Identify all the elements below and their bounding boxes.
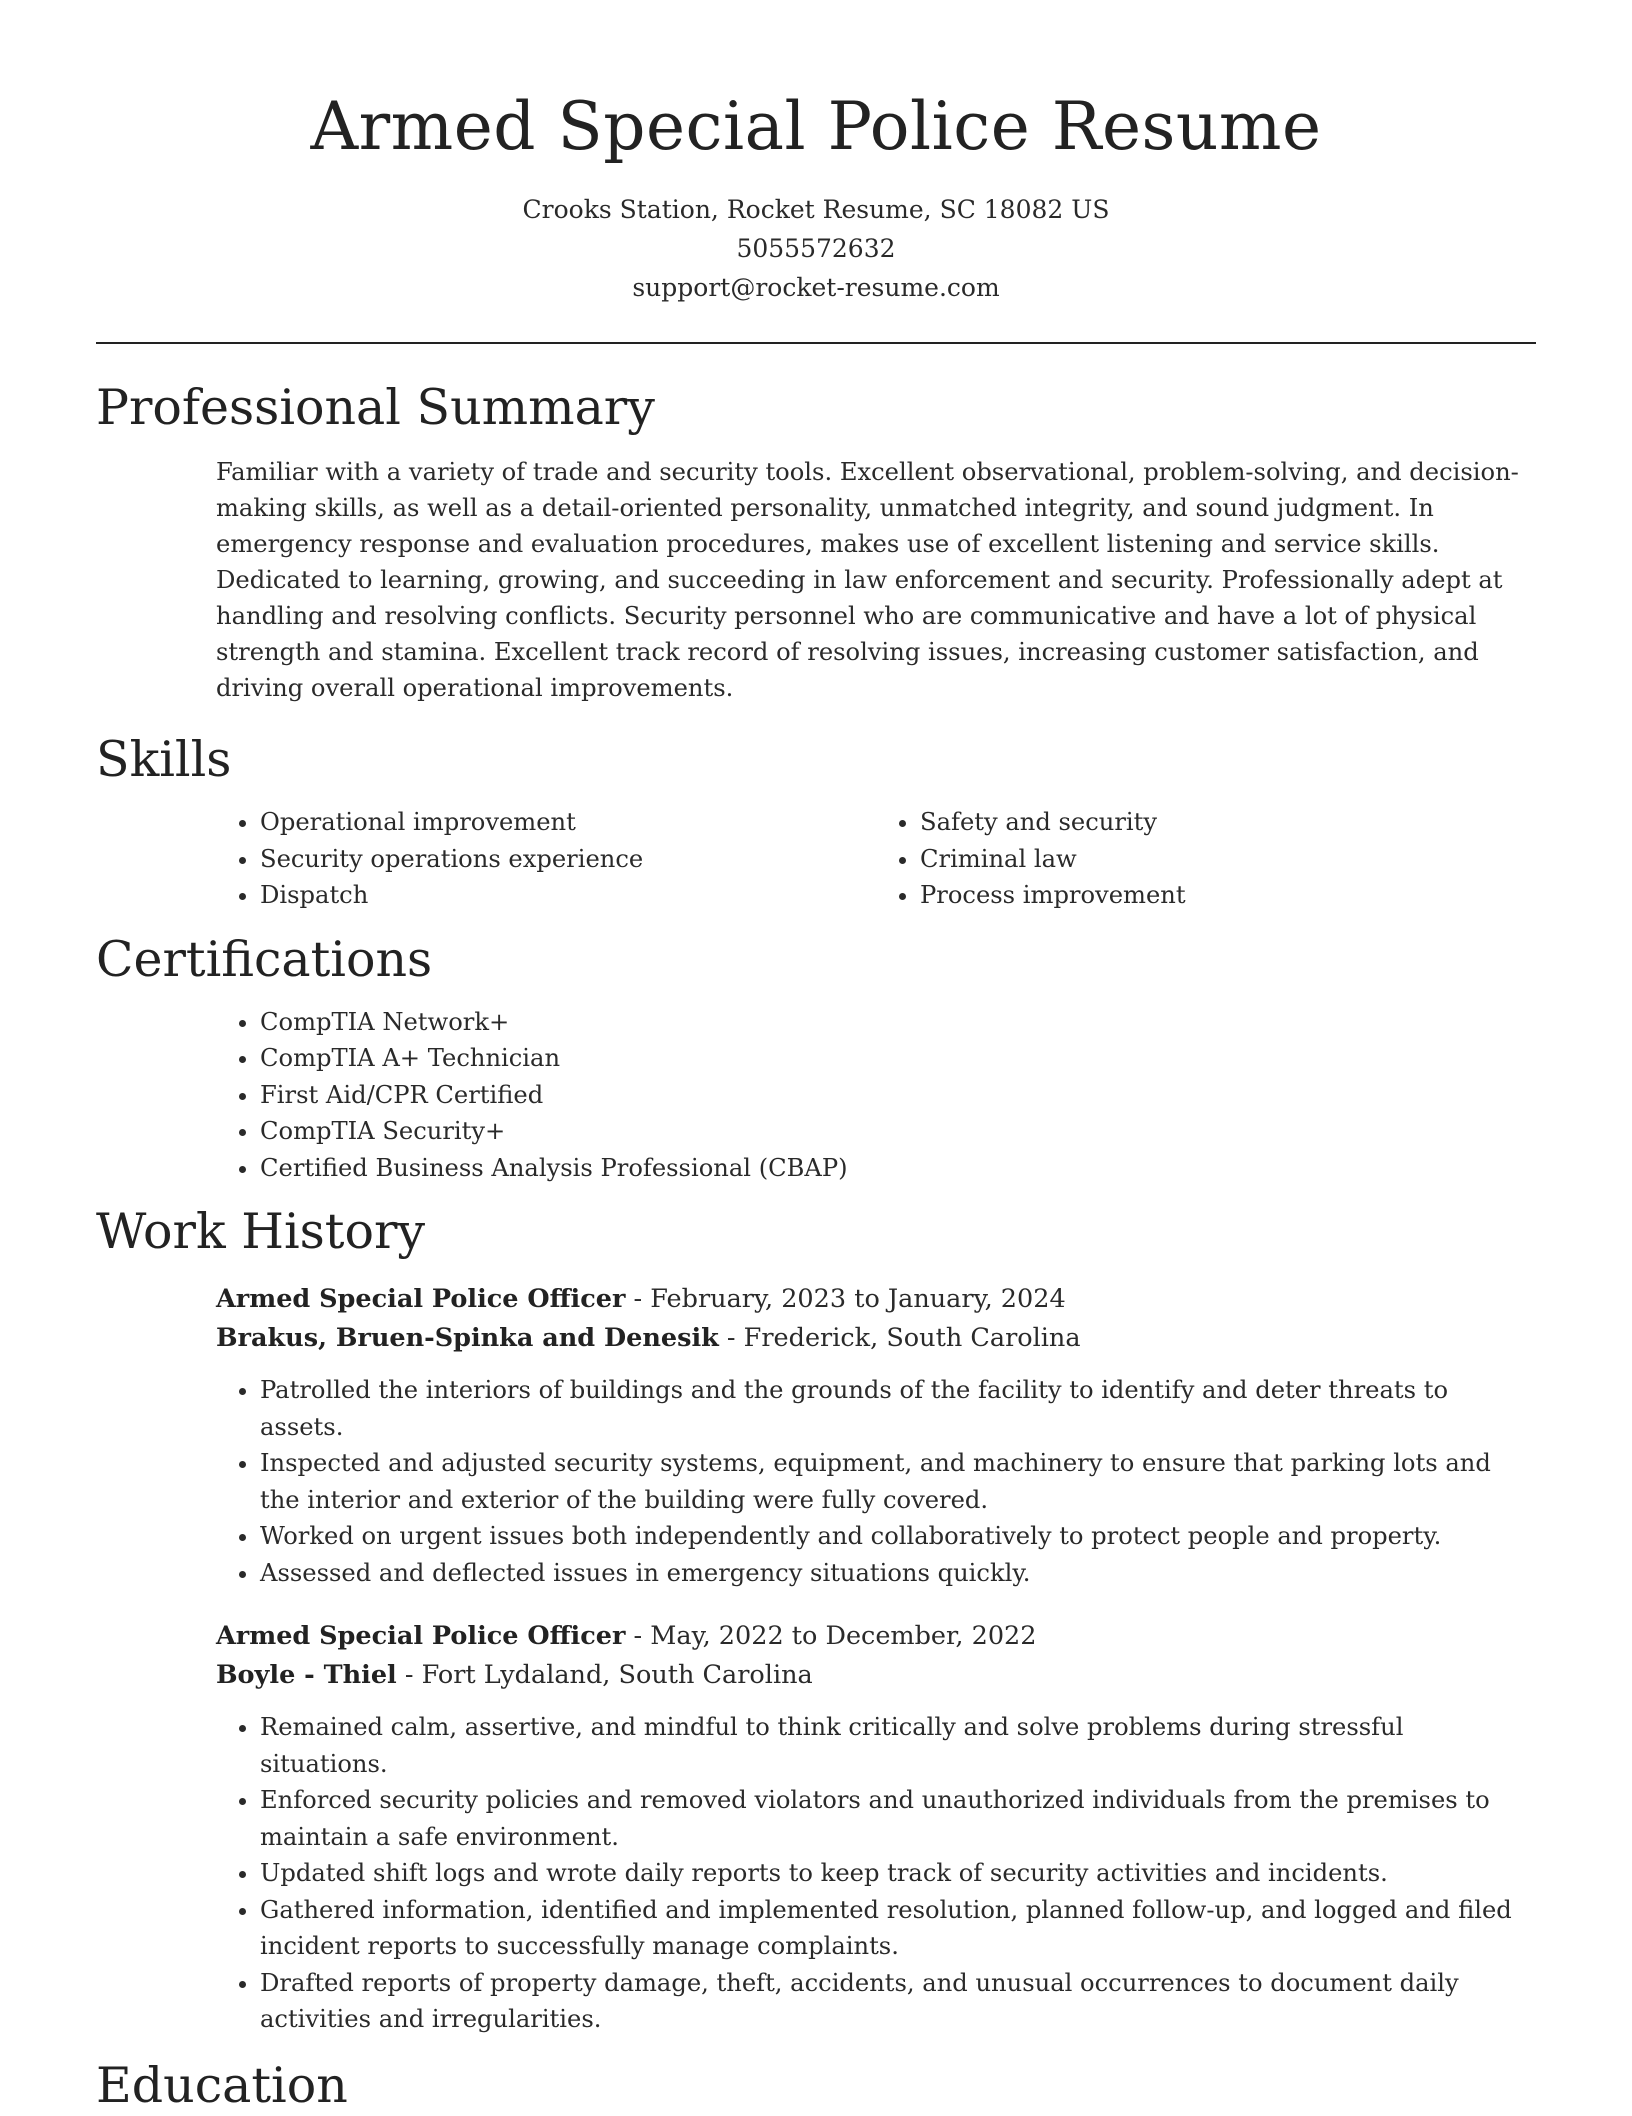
job-company-line: Boyle - Thiel - Fort Lydaland, South Carolina bbox=[216, 1660, 813, 1690]
skill-item: • Operational improvement bbox=[260, 804, 876, 841]
certification-item: • CompTIA Network+ bbox=[260, 1004, 1536, 1041]
job-duty: • Enforced security policies and removed violators and unauthorized individuals from the premises to maintain a safe environment. bbox=[260, 1782, 1536, 1855]
contact-phone: 5055572632 bbox=[736, 234, 896, 263]
contact-address: Crooks Station, Rocket Resume, SC 18082 US bbox=[522, 195, 1110, 224]
job-duty: • Gathered information, identified and implemented resolution, planned follow-up, and logged and filed incident reports to successfully manage complaints. bbox=[260, 1892, 1536, 1965]
job-duty: • Drafted reports of property damage, theft, accidents, and unusual occurrences to document daily activities and irregularities. bbox=[260, 1965, 1536, 2038]
certification-item: • First Aid/CPR Certified bbox=[260, 1077, 1536, 1114]
skills-columns bbox=[216, 804, 1536, 914]
job-location: Fort Lydaland, South Carolina bbox=[421, 1660, 813, 1690]
job-title-line: Armed Special Police Officer - February, 2023 to January, 2024 bbox=[216, 1284, 1066, 1314]
certification-item: • CompTIA A+ Technician bbox=[260, 1040, 1536, 1077]
skills-list-left bbox=[216, 804, 876, 914]
job-location: Frederick, South Carolina bbox=[743, 1323, 1081, 1353]
job-title: Armed Special Police Officer bbox=[216, 1621, 626, 1651]
job-company-line: Brakus, Bruen-Spinka and Denesik - Frederick, South Carolina bbox=[216, 1323, 1081, 1353]
skill-item: • Process improvement bbox=[920, 877, 1536, 914]
section-title-summary: Professional Summary bbox=[96, 379, 655, 436]
contact-block bbox=[96, 190, 1536, 307]
job-title: Armed Special Police Officer bbox=[216, 1284, 626, 1314]
job-duties-list bbox=[216, 1709, 1536, 2038]
job-duty: • Remained calm, assertive, and mindful to think critically and solve problems during stressful situations. bbox=[260, 1709, 1536, 1782]
skill-item: • Dispatch bbox=[260, 877, 876, 914]
job-title-line: Armed Special Police Officer - May, 2022 to December, 2022 bbox=[216, 1621, 1037, 1651]
resume-title: Armed Special Police Resume bbox=[310, 88, 1322, 165]
header-divider bbox=[96, 342, 1536, 344]
job-entry bbox=[216, 1280, 1536, 1591]
job-duty: • Worked on urgent issues both independently and collaboratively to protect people and property. bbox=[260, 1518, 1536, 1555]
job-company: Brakus, Bruen-Spinka and Denesik bbox=[216, 1323, 719, 1353]
contact-email: support@rocket-resume.com bbox=[632, 273, 1000, 302]
job-dates: February, 2023 to January, 2024 bbox=[650, 1284, 1066, 1314]
resume-page bbox=[96, 0, 1536, 2116]
certification-item: • Certified Business Analysis Professional (CBAP) bbox=[260, 1150, 1536, 1187]
section-title-certifications: Certifications bbox=[96, 930, 433, 988]
section-title-work-history: Work History bbox=[96, 1203, 426, 1260]
summary-text: Familiar with a variety of trade and security tools. Excellent observational, problem-solving, and decision-making skills, as well as a detail-oriented personality, unmatched integrity, and sound judgment. In emergency response and evaluation procedures, makes use of excellent listening and service skills. Dedicated to learning, growing, and succeeding in law enforcement and security. Professionally adept at handling and resolving conflicts. Security personnel who are communicative and have a lot of physical strength and stamina. Excellent track record of resolving issues, increasing customer satisfaction, and driving overall operational improvements. bbox=[216, 458, 1519, 702]
skill-item: • Criminal law bbox=[920, 841, 1536, 878]
section-title-education: Education bbox=[96, 2056, 348, 2114]
job-company: Boyle - Thiel bbox=[216, 1660, 397, 1690]
section-title-skills: Skills bbox=[96, 731, 232, 788]
job-dates: May, 2022 to December, 2022 bbox=[650, 1621, 1037, 1651]
job-duty: • Patrolled the interiors of buildings and the grounds of the facility to identify and deter threats to assets. bbox=[260, 1372, 1536, 1445]
certifications-list bbox=[216, 1004, 1536, 1187]
job-duty: • Inspected and adjusted security systems, equipment, and machinery to ensure that parking lots and the interior and exterior of the building were fully covered. bbox=[260, 1445, 1536, 1518]
skill-item: • Safety and security bbox=[920, 804, 1536, 841]
skills-list-right bbox=[876, 804, 1536, 914]
job-duty: • Updated shift logs and wrote daily reports to keep track of security activities and incidents. bbox=[260, 1855, 1536, 1892]
job-duties-list bbox=[216, 1372, 1536, 1591]
certification-item: • CompTIA Security+ bbox=[260, 1113, 1536, 1150]
job-duty: • Assessed and deflected issues in emergency situations quickly. bbox=[260, 1555, 1536, 1592]
job-entry bbox=[216, 1617, 1536, 2038]
skill-item: • Security operations experience bbox=[260, 841, 876, 878]
